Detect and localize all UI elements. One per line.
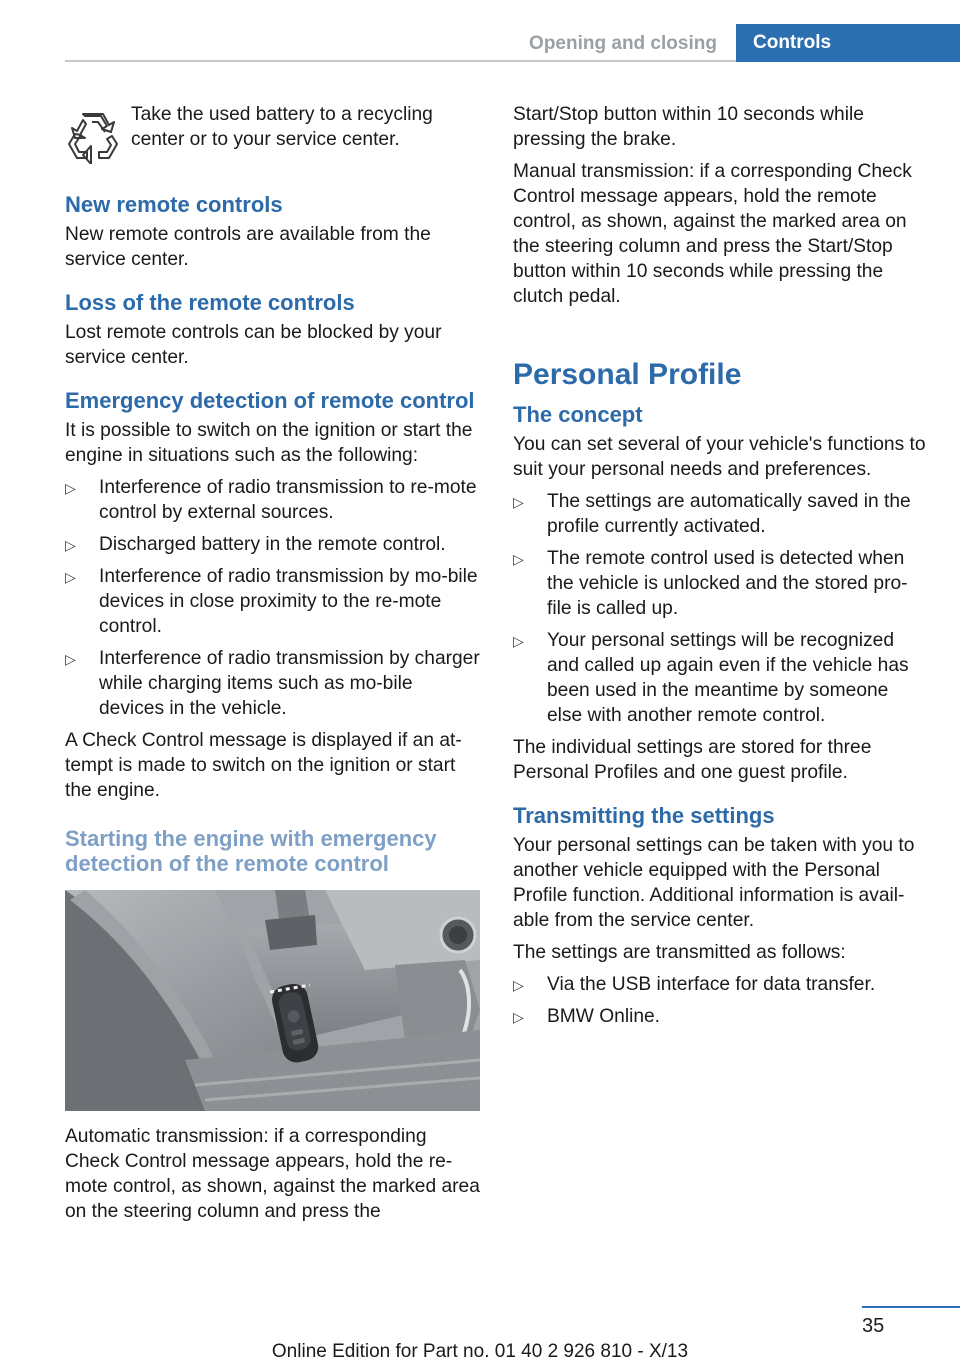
right-column <box>513 102 928 1036</box>
recycle-icon <box>65 108 121 164</box>
page-number: 35 <box>862 1315 885 1337</box>
steering-column-illustration <box>65 890 480 1111</box>
recycle-note-text: Take the used battery to a recycling center or to your service center. <box>131 104 433 150</box>
list-item: ▷ Your personal settings will be recognized and called up again even if the vehicle has been used in the meantime by someone else with another remote control. <box>513 630 909 726</box>
triangle-bullet-icon: ▷ <box>65 480 76 496</box>
concept-heading: The concept <box>513 402 643 427</box>
new-remote-text: New remote controls are available from the service center. <box>65 224 431 270</box>
list-item: ▷ The remote control used is detected when the vehicle is unlocked and the stored pro‐file is called up. <box>513 548 908 619</box>
triangle-bullet-icon: ▷ <box>513 551 524 567</box>
loss-remote-heading: Loss of the remote controls <box>65 290 355 315</box>
left-column <box>65 102 480 1231</box>
header-chapter-tab[interactable]: Controls <box>736 24 960 62</box>
recycle-note <box>65 102 480 174</box>
profile-list <box>513 489 928 728</box>
triangle-bullet-icon: ▷ <box>513 977 524 993</box>
continued-text: Start/Stop button within 10 seconds while pressing the brake. <box>513 104 864 150</box>
automatic-transmission-text: Automatic transmission: if a corresponding Check Control message appears, hold the re‐mote control, as shown, against the marked area on the steering column and press the <box>65 1126 480 1222</box>
list-item: ▷ Via the USB interface for data transfer. <box>513 972 928 997</box>
footer-rule <box>862 1306 960 1308</box>
transmitting-list <box>513 972 928 1029</box>
transmitting-heading: Transmitting the settings <box>513 803 775 828</box>
list-item: ▷ BMW Online. <box>513 1004 928 1029</box>
list-item: ▷ Interference of radio transmission to re‐mote control by external sources. <box>65 477 477 523</box>
concept-intro: You can set several of your vehicle's functions to suit your personal needs and preferences. <box>513 434 926 480</box>
starting-heading: Starting the engine with emergency detection of the remote control <box>65 826 437 876</box>
stored-profiles-text: The individual settings are stored for three Personal Profiles and one guest profile. <box>513 737 872 783</box>
emergency-list <box>65 475 480 721</box>
list-item: ▷ Interference of radio transmission by mo‐bile devices in close proximity to the re‐mote control. <box>65 566 478 637</box>
triangle-bullet-icon: ▷ <box>65 537 76 553</box>
transmitting-text: Your personal settings can be taken with you to another vehicle equipped with the Personal Profile function. Additional information is avail‐able from the service center. <box>513 835 915 931</box>
triangle-bullet-icon: ▷ <box>65 651 76 667</box>
loss-remote-text: Lost remote controls can be blocked by your service center. <box>65 322 442 368</box>
triangle-bullet-icon: ▷ <box>513 633 524 649</box>
list-item: ▷ The settings are automatically saved in the profile currently activated. <box>513 491 911 537</box>
emergency-intro: It is possible to switch on the ignition or start the engine in situations such as the following: <box>65 420 473 466</box>
header-section-tab[interactable]: Opening and closing <box>529 33 717 54</box>
edition-footer: Online Edition for Part no. 01 40 2 926 810 - X/13 <box>271 1341 689 1362</box>
new-remote-heading: New remote controls <box>65 192 283 217</box>
personal-profile-title: Personal Profile <box>513 358 742 391</box>
list-item: ▷ Interference of radio transmission by charger while charging items such as mo‐bile devices in the vehicle. <box>65 648 480 719</box>
emergency-heading: Emergency detection of remote control <box>65 388 475 413</box>
triangle-bullet-icon: ▷ <box>513 494 524 510</box>
list-item: ▷ Discharged battery in the remote control. <box>65 532 480 557</box>
emergency-outro: A Check Control message is displayed if an at‐tempt is made to switch on the ignition or start the engine. <box>65 730 462 801</box>
transmitting-follows: The settings are transmitted as follows: <box>513 942 846 963</box>
manual-transmission-text: Manual transmission: if a corresponding Check Control message appears, hold the remote control, as shown, against the marked area on the steering column and press the Start/Stop button within 10 seconds while pressing the clutch pedal. <box>513 161 912 307</box>
triangle-bullet-icon: ▷ <box>513 1009 524 1025</box>
triangle-bullet-icon: ▷ <box>65 569 76 585</box>
